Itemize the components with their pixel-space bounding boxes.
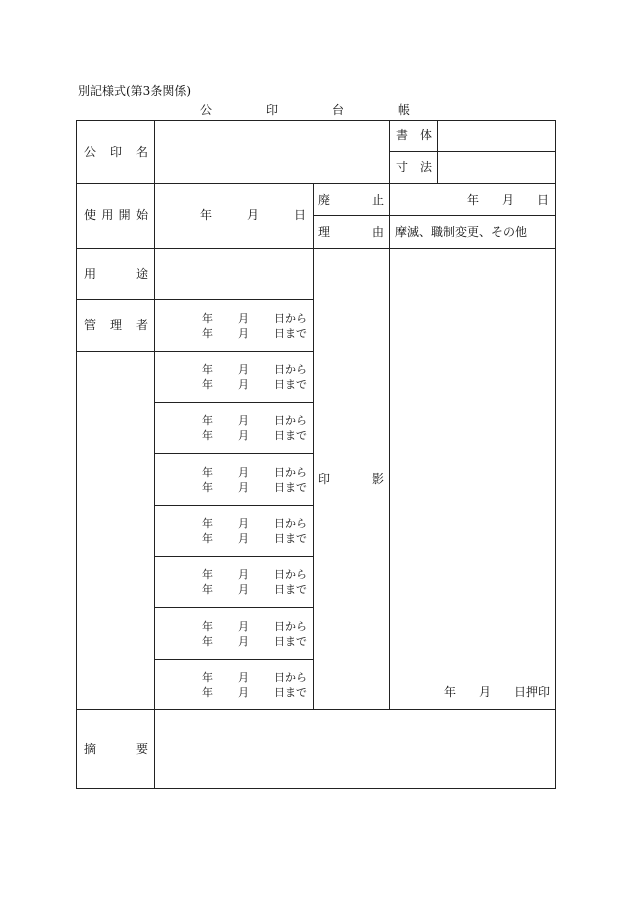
period-to-line: [202, 685, 307, 700]
label-abolition: [318, 193, 384, 208]
label-char: 途: [135, 267, 148, 281]
date-unit: 月: [238, 481, 249, 494]
start-date-field[interactable]: [200, 208, 306, 223]
label-char: 寸: [396, 160, 409, 174]
date-unit: 年: [202, 686, 213, 699]
label-manager: [84, 318, 148, 333]
date-unit: 年: [202, 671, 213, 684]
date-unit: 月: [238, 363, 249, 376]
date-unit: 月: [238, 583, 249, 596]
date-unit: 月: [238, 378, 249, 391]
date-unit: 年: [202, 568, 213, 581]
label-char: 廃: [318, 193, 331, 207]
label-char: 要: [135, 742, 148, 756]
date-unit: 月: [238, 686, 249, 699]
label-char: 由: [371, 225, 384, 239]
date-unit: 月: [238, 517, 249, 530]
date-unit: 月: [238, 568, 249, 581]
label-char: 書: [396, 128, 409, 142]
date-unit: 日から: [274, 620, 307, 633]
period-from-line: [202, 311, 307, 326]
period-to-line: [202, 326, 307, 341]
date-unit: 月: [238, 312, 249, 325]
period-from-line: [202, 413, 307, 428]
date-unit: 年: [467, 193, 480, 207]
date-unit: 年: [202, 414, 213, 427]
manager-period-cell[interactable]: [202, 413, 307, 443]
date-unit: 月: [238, 327, 249, 340]
manager-period-cell[interactable]: [202, 311, 307, 341]
title-char: 印: [265, 103, 278, 117]
label-char: 開: [118, 208, 131, 222]
date-unit: 月: [238, 635, 249, 648]
date-unit: 月: [246, 208, 259, 222]
date-unit: 日から: [274, 466, 307, 479]
manager-period-cell[interactable]: [202, 567, 307, 597]
date-unit: 年: [200, 208, 213, 222]
manager-period-cell[interactable]: [202, 362, 307, 392]
manager-period-cell[interactable]: [202, 465, 307, 495]
date-unit: 日から: [274, 363, 307, 376]
date-unit: 年: [202, 532, 213, 545]
label-char: 体: [419, 128, 432, 142]
label-purpose: [84, 267, 148, 282]
period-to-line: [202, 531, 307, 546]
seal-date: [444, 685, 550, 700]
period-to-line: [202, 480, 307, 495]
label-summary: [84, 742, 148, 757]
title-char: 台: [331, 103, 344, 117]
date-unit: 日まで: [274, 686, 307, 699]
label-char: 印: [109, 145, 122, 159]
date-unit: 年: [444, 685, 457, 699]
date-unit: 日から: [274, 414, 307, 427]
date-unit: 日まで: [274, 583, 307, 596]
label-seal-name: [84, 145, 148, 160]
date-unit: 月: [501, 193, 514, 207]
date-unit: 日まで: [274, 378, 307, 391]
date-unit: 日まで: [274, 429, 307, 442]
date-unit: 年: [202, 620, 213, 633]
label-style: [396, 128, 432, 143]
date-unit: 年: [202, 635, 213, 648]
manager-period-cell[interactable]: [202, 619, 307, 649]
date-unit: 月: [238, 532, 249, 545]
date-unit: 年: [202, 583, 213, 596]
label-char: 始: [135, 208, 148, 222]
date-unit: 日から: [274, 568, 307, 581]
abolition-date-field[interactable]: [467, 193, 549, 208]
date-unit: 日: [536, 193, 549, 207]
label-reason: [318, 225, 384, 240]
manager-period-cell[interactable]: [202, 670, 307, 700]
period-to-line: [202, 428, 307, 443]
date-unit: 年: [202, 481, 213, 494]
label-char: 理: [109, 318, 122, 332]
date-unit: 年: [202, 517, 213, 530]
label-char: 名: [135, 145, 148, 159]
label-char: 使: [84, 208, 97, 222]
period-to-line: [202, 634, 307, 649]
label-char: 理: [318, 225, 331, 239]
date-unit: 月: [238, 414, 249, 427]
period-from-line: [202, 362, 307, 377]
date-unit: 年: [202, 378, 213, 391]
date-unit: 年: [202, 312, 213, 325]
date-unit: 日まで: [274, 635, 307, 648]
label-char: 印: [318, 472, 331, 486]
date-unit: 年: [202, 327, 213, 340]
date-unit: 日から: [274, 517, 307, 530]
period-from-line: [202, 516, 307, 531]
label-impression: [318, 472, 384, 487]
label-char: 摘: [84, 742, 97, 756]
period-to-line: [202, 582, 307, 597]
label-char: 公: [84, 145, 97, 159]
label-char: 者: [135, 318, 148, 332]
date-unit: 月: [238, 429, 249, 442]
date-unit: 月: [238, 620, 249, 633]
period-from-line: [202, 465, 307, 480]
title-char: 帳: [397, 103, 410, 117]
label-start-use: [84, 208, 148, 223]
date-unit: 年: [202, 429, 213, 442]
date-unit: 日まで: [274, 327, 307, 340]
date-unit: 年: [202, 363, 213, 376]
period-from-line: [202, 619, 307, 634]
date-unit: 日押印: [513, 685, 550, 699]
date-unit: 日まで: [274, 481, 307, 494]
date-unit: 月: [238, 466, 249, 479]
label-size: [396, 160, 432, 175]
date-unit: 月: [238, 671, 249, 684]
period-from-line: [202, 567, 307, 582]
title-char: 公: [200, 103, 213, 117]
label-char: 法: [419, 160, 432, 174]
period-from-line: [202, 670, 307, 685]
label-char: 管: [84, 318, 97, 332]
label-char: 止: [371, 193, 384, 207]
date-unit: 日から: [274, 671, 307, 684]
manager-period-cell[interactable]: [202, 516, 307, 546]
label-char: 用: [84, 267, 97, 281]
form-caption: 別記様式(第3条関係): [78, 84, 191, 98]
period-to-line: [202, 377, 307, 392]
date-unit: 日まで: [274, 532, 307, 545]
label-char: 用: [101, 208, 114, 222]
label-char: 影: [371, 472, 384, 486]
date-unit: 日: [293, 208, 306, 222]
reason-options: 摩滅、職制変更、その他: [395, 225, 528, 239]
date-unit: 月: [478, 685, 491, 699]
date-unit: 日から: [274, 312, 307, 325]
date-unit: 年: [202, 466, 213, 479]
